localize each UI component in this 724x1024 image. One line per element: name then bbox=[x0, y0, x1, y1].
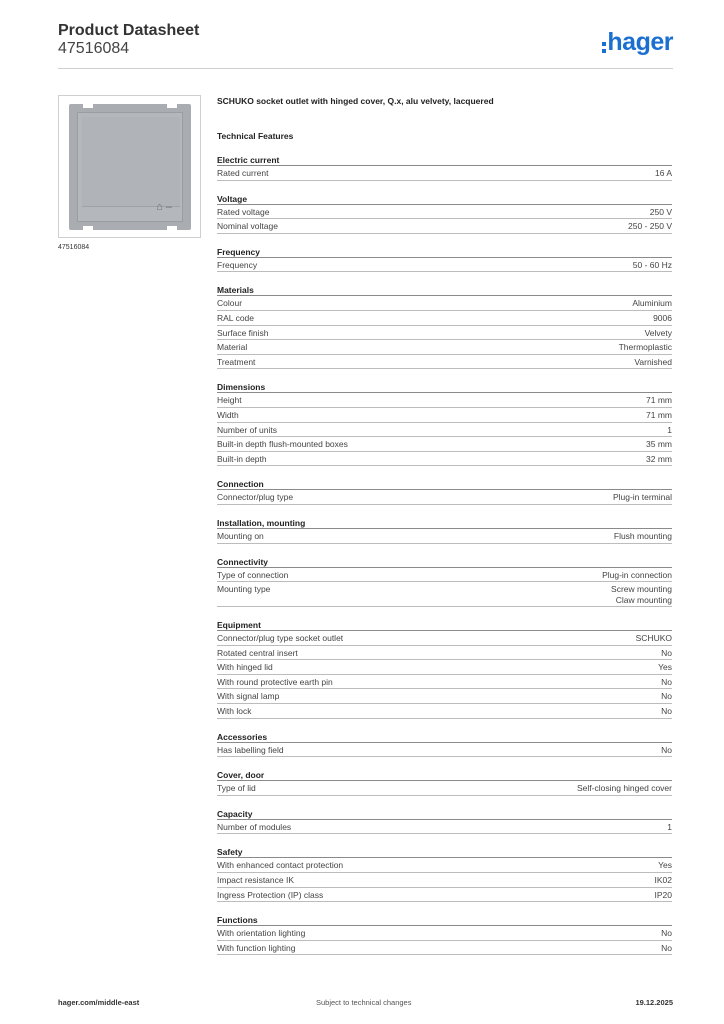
footer-notice: Subject to technical changes bbox=[316, 998, 412, 1007]
feature-row bbox=[217, 888, 672, 903]
page-header bbox=[58, 22, 673, 68]
feature-row bbox=[217, 582, 672, 607]
frame-notch-icon bbox=[167, 226, 177, 230]
feature-row bbox=[217, 631, 672, 646]
feature-value-line: Claw mounting bbox=[615, 595, 672, 606]
page-title: Product Datasheet bbox=[58, 22, 200, 39]
feature-value bbox=[613, 492, 672, 504]
feature-row bbox=[217, 926, 672, 941]
feature-row bbox=[217, 296, 672, 311]
feature-label: Connector/plug type bbox=[217, 492, 294, 503]
feature-row bbox=[217, 858, 672, 873]
hinged-lid bbox=[82, 117, 180, 207]
feature-section bbox=[217, 770, 672, 796]
image-caption: 47516084 bbox=[58, 244, 90, 251]
feature-value-line: Plug-in terminal bbox=[612, 492, 672, 503]
section-title: Equipment bbox=[217, 620, 672, 631]
feature-row bbox=[217, 529, 672, 544]
feature-value bbox=[614, 531, 672, 543]
feature-value bbox=[611, 584, 672, 606]
feature-label: Type of connection bbox=[217, 569, 289, 580]
feature-value-line: Yes bbox=[658, 860, 672, 871]
feature-row bbox=[217, 568, 672, 583]
feature-section bbox=[217, 620, 672, 719]
section-title: Installation, mounting bbox=[217, 518, 672, 529]
feature-label: Material bbox=[217, 342, 248, 353]
feature-value-line: Self-closing hinged cover bbox=[577, 783, 672, 794]
feature-section bbox=[217, 479, 672, 505]
feature-value bbox=[667, 822, 672, 834]
feature-label: Mounting on bbox=[217, 530, 264, 541]
feature-value bbox=[661, 648, 672, 660]
feature-row bbox=[217, 258, 672, 273]
feature-label: Type of lid bbox=[217, 783, 256, 794]
section-title: Accessories bbox=[217, 732, 672, 743]
feature-row bbox=[217, 311, 672, 326]
feature-label: Nominal voltage bbox=[217, 221, 278, 232]
feature-row bbox=[217, 423, 672, 438]
feature-row bbox=[217, 781, 672, 796]
feature-value-line: 71 mm bbox=[646, 395, 672, 406]
feature-value bbox=[632, 298, 672, 310]
feature-section bbox=[217, 809, 672, 835]
feature-row bbox=[217, 873, 672, 888]
feature-label: Connector/plug type socket outlet bbox=[217, 633, 344, 644]
feature-value-line: Flush mounting bbox=[613, 530, 672, 541]
feature-row bbox=[217, 675, 672, 690]
feature-label: Number of units bbox=[217, 424, 277, 435]
feature-value-line: 16 A bbox=[654, 168, 672, 178]
frame-notch-icon bbox=[167, 104, 177, 108]
section-title: Frequency bbox=[217, 247, 672, 258]
feature-value-line: No bbox=[661, 691, 672, 702]
feature-label: Rotated central insert bbox=[217, 647, 298, 658]
feature-value bbox=[646, 454, 672, 466]
feature-value bbox=[653, 313, 672, 325]
feature-row bbox=[217, 646, 672, 661]
feature-value bbox=[667, 425, 672, 437]
feature-value-line: No bbox=[661, 942, 672, 953]
feature-value bbox=[646, 410, 672, 422]
feature-value bbox=[633, 260, 672, 272]
feature-label: RAL code bbox=[217, 312, 255, 323]
feature-row bbox=[217, 941, 672, 956]
feature-value bbox=[655, 890, 673, 902]
feature-value bbox=[661, 677, 672, 689]
feature-value-line: Aluminium bbox=[632, 298, 672, 309]
feature-value-line: 71 mm bbox=[646, 409, 672, 420]
feature-label: Width bbox=[217, 409, 239, 420]
section-title: Electric current bbox=[217, 155, 672, 166]
section-title: Cover, door bbox=[217, 770, 672, 781]
feature-row bbox=[217, 452, 672, 467]
feature-section bbox=[217, 557, 672, 608]
product-number: 47516084 bbox=[58, 40, 130, 57]
feature-value-line: No bbox=[661, 744, 672, 755]
section-title: Connection bbox=[217, 479, 672, 490]
feature-label: Colour bbox=[217, 298, 243, 309]
feature-value-line: 250 - 250 V bbox=[628, 221, 672, 232]
feature-label: Impact resistance IK bbox=[217, 875, 295, 886]
feature-label: Height bbox=[217, 395, 242, 406]
socket-cover bbox=[77, 112, 183, 222]
feature-row bbox=[217, 408, 672, 423]
feature-label: Has labelling field bbox=[217, 744, 284, 755]
feature-value-line: IK02 bbox=[654, 875, 672, 886]
product-image bbox=[58, 95, 201, 238]
feature-section bbox=[217, 915, 672, 955]
feature-value-line: Velvety bbox=[644, 327, 672, 338]
header-divider bbox=[58, 68, 673, 69]
feature-label: Built-in depth bbox=[217, 453, 267, 464]
feature-label: Rated voltage bbox=[217, 206, 270, 217]
feature-value-line: SCHUKO bbox=[635, 633, 672, 644]
plug-symbol-icon: ⌂ – bbox=[156, 201, 172, 213]
feature-value-line: Screw mounting bbox=[611, 584, 672, 595]
feature-value-line: IP20 bbox=[654, 889, 672, 900]
feature-value-line: 32 mm bbox=[646, 453, 672, 464]
feature-value bbox=[655, 168, 672, 180]
feature-value-line: 9006 bbox=[653, 312, 672, 323]
feature-value-line: No bbox=[661, 676, 672, 687]
feature-label: Mounting type bbox=[217, 584, 271, 595]
feature-value bbox=[634, 357, 672, 369]
feature-section bbox=[217, 155, 672, 181]
feature-row bbox=[217, 820, 672, 835]
section-title: Functions bbox=[217, 915, 672, 926]
datasheet-content bbox=[217, 95, 672, 955]
feature-row bbox=[217, 355, 672, 370]
feature-row bbox=[217, 704, 672, 719]
feature-row bbox=[217, 743, 672, 758]
feature-value bbox=[658, 662, 672, 674]
feature-row bbox=[217, 340, 672, 355]
section-title: Materials bbox=[217, 285, 672, 296]
feature-label: Number of modules bbox=[217, 821, 292, 832]
section-title: Connectivity bbox=[217, 557, 672, 568]
technical-features-title: Technical Features bbox=[217, 131, 294, 141]
hager-logo bbox=[602, 28, 673, 57]
feature-value bbox=[658, 860, 672, 872]
feature-label: With signal lamp bbox=[217, 691, 280, 702]
feature-sections bbox=[217, 155, 672, 955]
footer-website: hager.com/middle-east bbox=[58, 998, 140, 1007]
feature-label: With hinged lid bbox=[217, 662, 273, 673]
frame-notch-icon bbox=[83, 226, 93, 230]
feature-label: Frequency bbox=[217, 259, 258, 270]
feature-value bbox=[646, 439, 672, 451]
feature-label: Surface finish bbox=[217, 327, 269, 338]
logo-colon-icon bbox=[602, 42, 606, 46]
feature-row bbox=[217, 689, 672, 704]
feature-row bbox=[217, 393, 672, 408]
socket-outlet-icon bbox=[69, 104, 191, 230]
frame-notch-icon bbox=[83, 104, 93, 108]
feature-value bbox=[661, 745, 672, 757]
feature-label: Rated current bbox=[217, 168, 269, 178]
feature-row bbox=[217, 326, 672, 341]
feature-value-line: No bbox=[661, 706, 672, 717]
feature-value-line: 50 - 60 Hz bbox=[632, 259, 672, 270]
feature-value bbox=[602, 570, 672, 582]
feature-value-line: No bbox=[661, 928, 672, 939]
feature-row bbox=[217, 205, 672, 220]
feature-value bbox=[661, 943, 672, 955]
feature-value-line: Plug-in connection bbox=[602, 569, 672, 580]
feature-value bbox=[650, 207, 672, 219]
feature-section bbox=[217, 382, 672, 466]
feature-section bbox=[217, 518, 672, 544]
section-title: Safety bbox=[217, 847, 672, 858]
feature-value-line: Yes bbox=[658, 662, 672, 673]
feature-value bbox=[661, 691, 672, 703]
feature-value-line: 1 bbox=[667, 424, 672, 435]
feature-value-line: Varnished bbox=[634, 356, 672, 367]
feature-value bbox=[661, 706, 672, 718]
logo-text: hager bbox=[607, 28, 673, 56]
feature-label: Ingress Protection (IP) class bbox=[217, 889, 324, 900]
feature-row bbox=[217, 166, 672, 181]
feature-row bbox=[217, 219, 672, 234]
feature-value bbox=[577, 783, 672, 795]
feature-value-line: 250 V bbox=[649, 206, 672, 217]
feature-value-line: No bbox=[661, 647, 672, 658]
product-description: SCHUKO socket outlet with hinged cover, Q.x, alu velvety, lacquered bbox=[217, 96, 494, 106]
feature-section bbox=[217, 732, 672, 758]
feature-row bbox=[217, 437, 672, 452]
footer-date: 19.12.2025 bbox=[635, 998, 673, 1007]
feature-value bbox=[619, 342, 672, 354]
section-title: Capacity bbox=[217, 809, 672, 820]
feature-value-line: 35 mm bbox=[646, 439, 672, 450]
feature-value bbox=[661, 928, 672, 940]
feature-section bbox=[217, 247, 672, 273]
feature-label: Built-in depth flush-mounted boxes bbox=[217, 439, 348, 450]
feature-value bbox=[645, 328, 672, 340]
feature-value-line: 1 bbox=[667, 821, 672, 832]
feature-value bbox=[646, 395, 672, 407]
feature-row bbox=[217, 660, 672, 675]
feature-value bbox=[636, 633, 672, 645]
feature-label: With orientation lighting bbox=[217, 928, 306, 939]
feature-value bbox=[655, 875, 673, 887]
feature-section bbox=[217, 847, 672, 902]
feature-value bbox=[628, 221, 672, 233]
section-title: Dimensions bbox=[217, 382, 672, 393]
feature-value-line: Thermoplastic bbox=[618, 342, 672, 353]
feature-label: With enhanced contact protection bbox=[217, 860, 344, 871]
feature-label: With function lighting bbox=[217, 942, 296, 953]
feature-label: Treatment bbox=[217, 356, 256, 367]
feature-section bbox=[217, 194, 672, 234]
feature-section bbox=[217, 285, 672, 369]
feature-label: With round protective earth pin bbox=[217, 676, 333, 687]
feature-label: With lock bbox=[217, 706, 252, 717]
section-title: Voltage bbox=[217, 194, 672, 205]
feature-row bbox=[217, 490, 672, 505]
